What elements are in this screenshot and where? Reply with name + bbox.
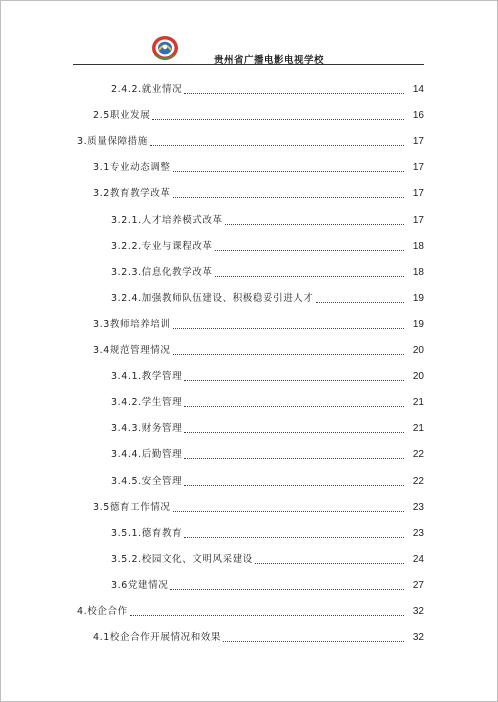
toc-leader-dots [173, 197, 404, 198]
toc-leader-dots [173, 328, 404, 329]
toc-entry-label: 3.5德育工作情况 [93, 501, 171, 513]
toc-entry[interactable] [0, 367, 498, 383]
toc-entry-label: 3.4.3.财务管理 [111, 423, 183, 435]
toc-entry[interactable] [0, 211, 498, 227]
toc-entry[interactable] [0, 419, 498, 435]
toc-entry-page-number: 19 [412, 318, 424, 330]
toc-entry[interactable] [0, 158, 498, 174]
toc-entry-label: 3.4.2.学生管理 [111, 397, 183, 409]
toc-leader-dots [173, 511, 404, 512]
toc-entry-page-number: 23 [412, 501, 424, 513]
toc-entry[interactable] [0, 602, 498, 618]
toc-entry-label: 3.5.2.校园文化、文明风采建设 [111, 553, 253, 565]
toc-entry-page-number: 14 [412, 84, 424, 95]
toc-entry-page-number: 32 [412, 606, 424, 617]
toc-entry-label: 3.1专业动态调整 [93, 162, 171, 174]
toc-entry-page-number: 17 [412, 188, 424, 200]
toc-entry-page-number: 17 [412, 162, 424, 174]
toc-entry[interactable] [0, 315, 498, 331]
toc-entry-label: 3.2.3.信息化教学改革 [111, 266, 213, 278]
toc-entry-label: 3.4.5.安全管理 [111, 475, 183, 487]
toc-entry-page-number: 23 [412, 527, 424, 539]
toc-entry-label: 4.校企合作 [77, 606, 128, 617]
toc-leader-dots [215, 250, 405, 251]
school-name: 贵州省广播电影电视学校 [214, 55, 325, 66]
toc-leader-dots [170, 589, 404, 590]
toc-entry-label: 3.4.1.教学管理 [111, 371, 183, 383]
toc-entry[interactable] [0, 628, 498, 644]
toc-leader-dots [184, 458, 404, 459]
toc-entry-label: 2.4.2.就业情况 [111, 84, 183, 95]
toc-entry-page-number: 16 [412, 110, 424, 122]
toc-entry-page-number: 32 [412, 632, 424, 644]
toc-entry-page-number: 27 [412, 579, 424, 591]
toc-entry-page-number: 19 [412, 292, 424, 304]
toc-entry-label: 3.2.2.专业与课程改革 [111, 240, 213, 252]
toc-entry-page-number: 18 [412, 266, 424, 278]
toc-entry[interactable] [0, 550, 498, 566]
toc-entry-label: 3.6党建情况 [111, 579, 169, 591]
toc-leader-dots [225, 224, 404, 225]
toc-entry-label: 3.5.1.德育教育 [111, 527, 183, 539]
toc-entry[interactable] [0, 445, 498, 461]
toc-entry-page-number: 20 [412, 371, 424, 383]
toc-leader-dots [152, 119, 404, 120]
toc-leader-dots [316, 302, 405, 303]
toc-entry-page-number: 22 [412, 475, 424, 487]
toc-entry[interactable] [0, 289, 498, 305]
toc-entry-page-number: 18 [412, 240, 424, 252]
toc-entry[interactable] [0, 341, 498, 357]
toc-entry[interactable] [0, 106, 498, 122]
toc-leader-dots [150, 145, 404, 146]
toc-entry-label: 4.1校企合作开展情况和效果 [93, 632, 222, 644]
toc-leader-dots [184, 406, 404, 407]
toc-leader-dots [255, 563, 404, 564]
toc-entry[interactable] [0, 132, 498, 148]
toc-entry[interactable] [0, 263, 498, 279]
toc-leader-dots [184, 93, 404, 94]
toc-entry[interactable] [0, 472, 498, 488]
toc-entry-label: 3.3教师培养培训 [93, 318, 171, 330]
toc-leader-dots [184, 380, 404, 381]
toc-entry-label: 3.2.1.人才培养模式改革 [111, 214, 223, 226]
toc-entry-label: 3.4.4.后勤管理 [111, 449, 183, 461]
toc-leader-dots [173, 354, 404, 355]
toc-leader-dots [215, 276, 405, 277]
toc-entry[interactable] [0, 80, 498, 96]
toc-entry-page-number: 21 [412, 397, 424, 409]
toc-entry-label: 3.2.4.加强教师队伍建设、积极稳妥引进人才 [111, 292, 314, 304]
toc-entry-page-number: 17 [412, 136, 424, 148]
toc-entry-label: 3.4规范管理情况 [93, 345, 171, 356]
toc-entry[interactable] [0, 237, 498, 253]
toc-leader-dots [130, 615, 404, 616]
toc-entry-label: 3.质量保障措施 [77, 136, 148, 148]
toc-leader-dots [184, 432, 404, 433]
toc-entry-page-number: 22 [412, 449, 424, 461]
toc-leader-dots [184, 537, 404, 538]
toc-entry-page-number: 21 [412, 423, 424, 435]
toc-entry-page-number: 20 [412, 345, 424, 356]
toc-entry-page-number: 17 [412, 214, 424, 226]
toc-entry[interactable] [0, 184, 498, 200]
toc-entry-page-number: 24 [412, 553, 424, 565]
toc-leader-dots [223, 641, 404, 642]
toc-entry-label: 3.2教育教学改革 [93, 188, 171, 200]
toc-entry[interactable] [0, 393, 498, 409]
toc-leader-dots [173, 171, 404, 172]
toc-entry[interactable] [0, 576, 498, 592]
toc-entry[interactable] [0, 524, 498, 540]
toc-entry[interactable] [0, 498, 498, 514]
toc-entry-label: 2.5职业发展 [93, 110, 151, 122]
toc-leader-dots [184, 485, 404, 486]
